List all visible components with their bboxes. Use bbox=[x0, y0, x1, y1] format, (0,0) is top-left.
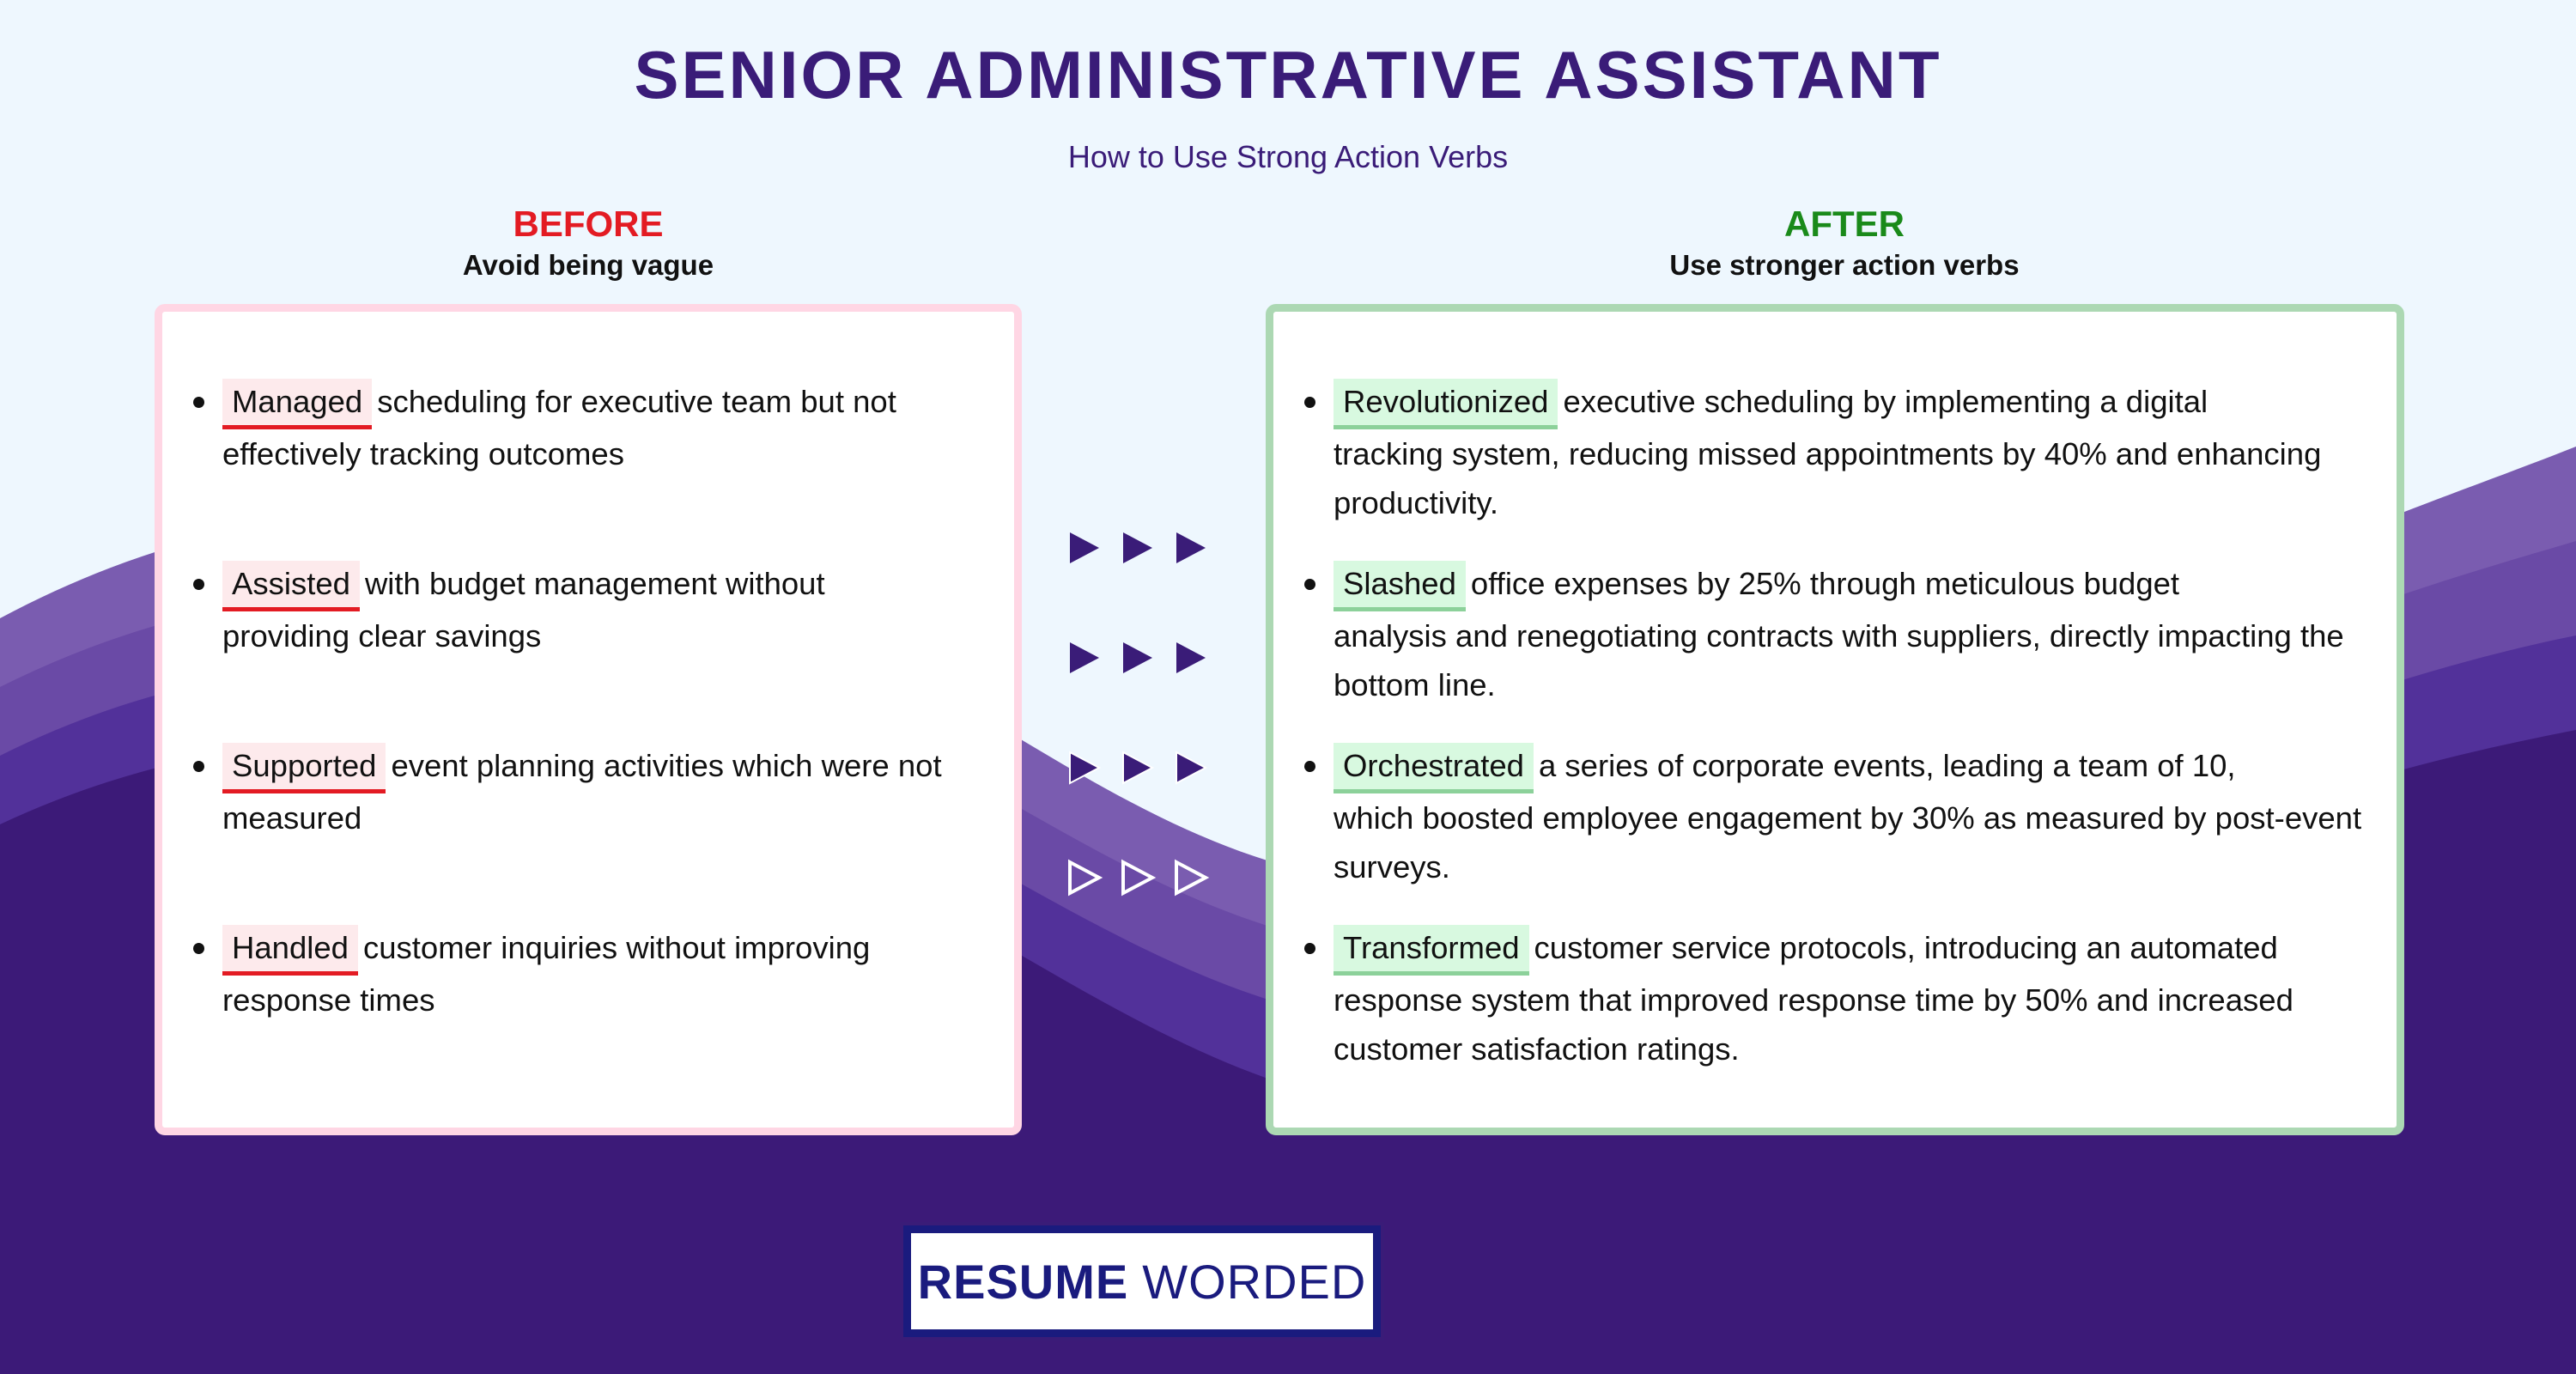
after-item bbox=[1273, 377, 2395, 527]
after-item bbox=[1273, 923, 2395, 1073]
triple-play-arrow-icon bbox=[1056, 632, 1245, 684]
after-item bbox=[1273, 559, 2395, 709]
weak-verb: Managed bbox=[222, 379, 372, 429]
item-text: scheduling for executive team but not bbox=[377, 384, 896, 419]
before-item bbox=[162, 559, 1012, 660]
item-text-rest: analysis and renegotiating contracts with suppliers, directly impacting the bottom line. bbox=[1334, 618, 2344, 702]
weak-verb: Supported bbox=[222, 743, 386, 793]
before-item bbox=[162, 377, 1012, 478]
item-text: customer service protocols, introducing an automated bbox=[1534, 930, 2278, 965]
item-text: customer inquiries without improving bbox=[362, 930, 871, 965]
item-text: with budget management without bbox=[364, 566, 825, 601]
resume-worded-logo bbox=[903, 1225, 1381, 1337]
bullet-icon bbox=[1304, 397, 1315, 408]
after-header bbox=[1269, 203, 2420, 285]
logo-regular-text: WORDED bbox=[1142, 1254, 1367, 1309]
bullet-icon bbox=[193, 943, 204, 954]
triple-play-outline-arrow-icon bbox=[1056, 852, 1245, 903]
strong-verb: Revolutionized bbox=[1334, 379, 1558, 429]
strong-verb: Transformed bbox=[1334, 925, 1529, 976]
item-text: a series of corporate events, leading a team of 10, bbox=[1538, 748, 2236, 783]
bullet-icon bbox=[193, 761, 204, 772]
bullet-icon bbox=[1304, 579, 1315, 590]
bullet-icon bbox=[193, 397, 204, 408]
item-text-rest: effectively tracking outcomes bbox=[222, 436, 624, 471]
after-description: Use stronger action verbs bbox=[1669, 249, 2020, 281]
weak-verb: Handled bbox=[222, 925, 358, 976]
before-panel bbox=[155, 304, 1022, 1135]
strong-verb: Orchestrated bbox=[1334, 743, 1534, 793]
after-item bbox=[1273, 741, 2395, 891]
before-item bbox=[162, 741, 1012, 842]
triple-play-arrow-icon bbox=[1056, 742, 1245, 793]
strong-verb: Slashed bbox=[1334, 561, 1466, 611]
weak-verb: Assisted bbox=[222, 561, 360, 611]
page-title: SENIOR ADMINISTRATIVE ASSISTANT bbox=[634, 37, 1942, 112]
page-subtitle: How to Use Strong Action Verbs bbox=[1067, 139, 1509, 174]
item-text-rest: response system that improved response time by 50% and increased customer satisfaction ratings. bbox=[1334, 982, 2293, 1067]
item-text: office expenses by 25% through meticulous budget bbox=[1470, 566, 2180, 601]
item-text-rest: which boosted employee engagement by 30% as measured by post-event surveys. bbox=[1334, 800, 2362, 885]
logo-bold-text: RESUME bbox=[917, 1254, 1129, 1309]
after-tag: AFTER bbox=[1784, 204, 1905, 244]
item-text: executive scheduling by implementing a digital bbox=[1563, 384, 2208, 419]
bullet-icon bbox=[1304, 761, 1315, 772]
item-text-rest: tracking system, reducing missed appointments by 40% and enhancing productivity. bbox=[1334, 436, 2322, 520]
after-panel bbox=[1266, 304, 2404, 1135]
before-header bbox=[159, 203, 1018, 285]
before-tag: BEFORE bbox=[513, 204, 664, 244]
item-text-rest: measured bbox=[222, 800, 362, 836]
bullet-icon bbox=[1304, 943, 1315, 954]
item-text-rest: response times bbox=[222, 982, 435, 1018]
before-item bbox=[162, 923, 1012, 1024]
triple-play-arrow-icon bbox=[1056, 522, 1245, 574]
item-text: event planning activities which were not bbox=[391, 748, 942, 783]
before-description: Avoid being vague bbox=[462, 249, 714, 281]
bullet-icon bbox=[193, 579, 204, 590]
item-text-rest: providing clear savings bbox=[222, 618, 542, 654]
